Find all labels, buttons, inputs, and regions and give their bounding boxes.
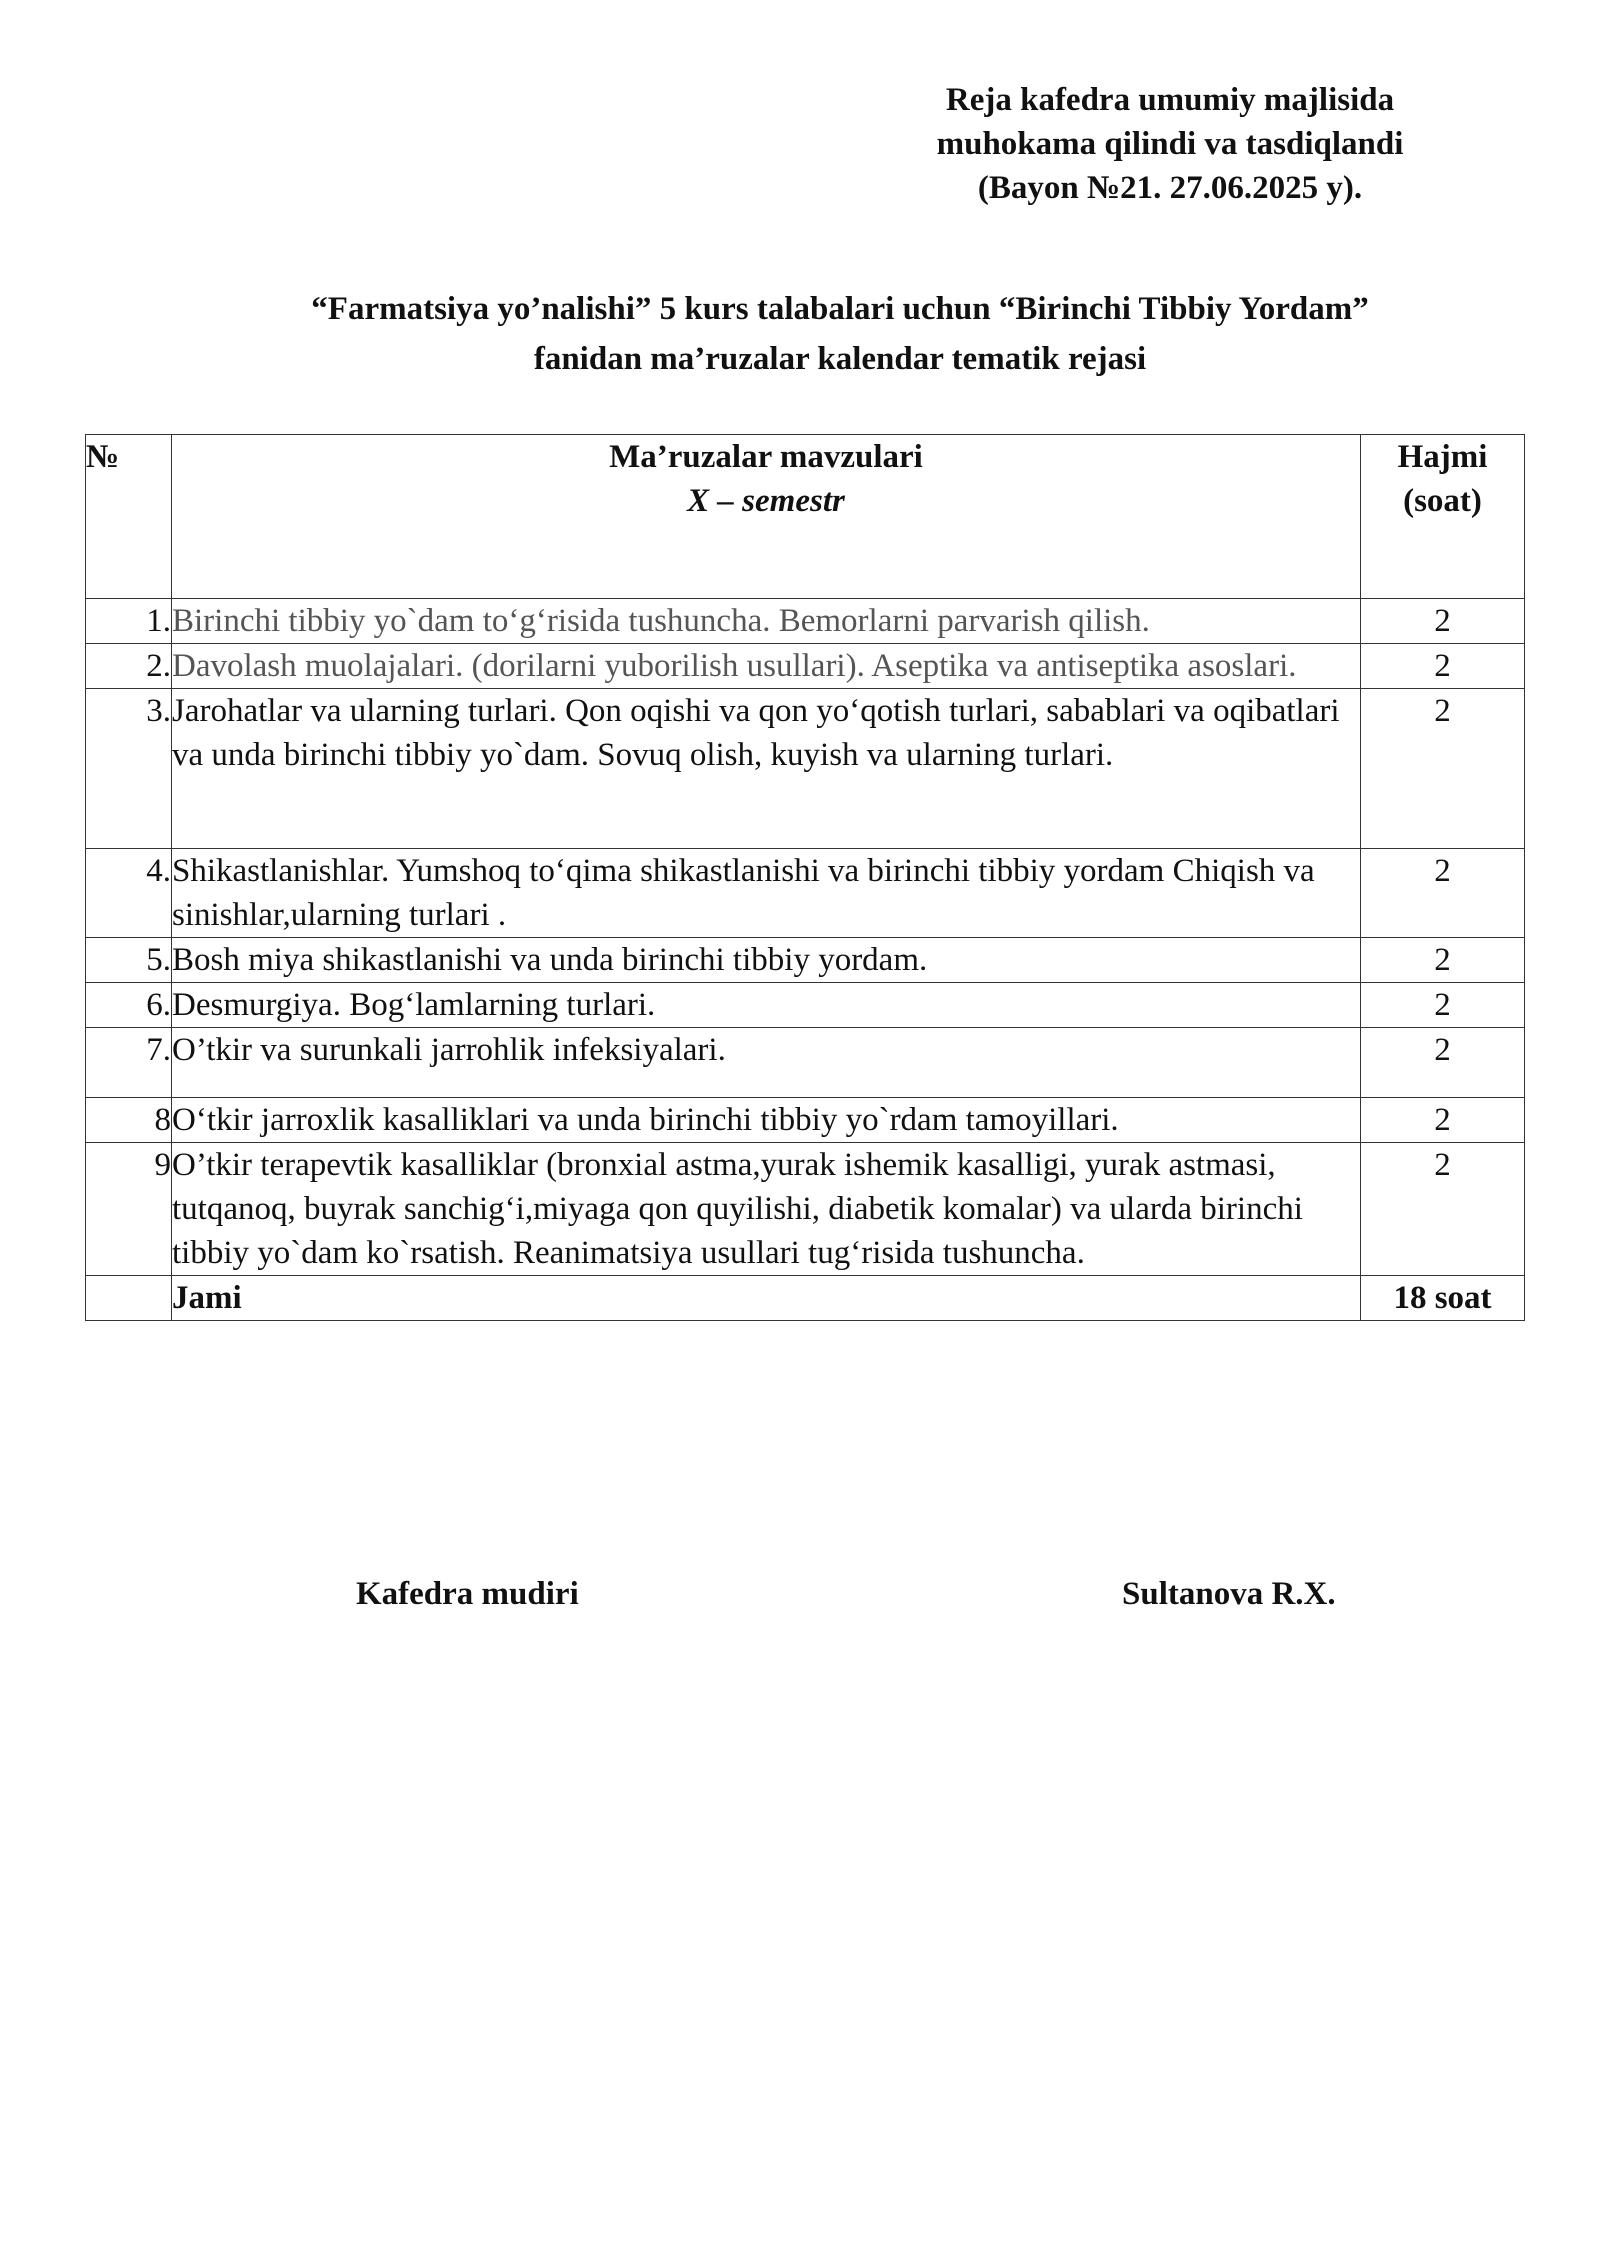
row-number: 5. (86, 938, 172, 983)
table-row (86, 1098, 1525, 1143)
approval-note (860, 78, 1480, 210)
signature-name: Sultanova R.X. (1122, 1576, 1336, 1612)
header-hours-line-2: (soat) (1403, 483, 1482, 519)
title-line-2: fanidan ma’ruzalar kalendar tematik rejasi (533, 341, 1147, 377)
row-number: 7. (86, 1028, 172, 1098)
table-row (86, 983, 1525, 1028)
row-number: 4. (86, 849, 172, 938)
row-number: 9 (86, 1143, 172, 1276)
total-hours: 18 soat (1361, 1276, 1525, 1321)
header-topic (172, 435, 1361, 599)
header-hours-line-1: Hajmi (1397, 439, 1488, 475)
row-topic: Birinchi tibbiy yo`dam to‘g‘risida tushuncha. Bemorlarni parvarish qilish. (172, 599, 1361, 644)
table-row (86, 1028, 1525, 1098)
row-number: 6. (86, 983, 172, 1028)
row-topic: O‘tkir jarroxlik kasalliklari va unda birinchi tibbiy yo`rdam tamoyillari. (172, 1098, 1361, 1143)
row-topic: Desmurgiya. Bog‘lamlarning turlari. (172, 983, 1361, 1028)
row-hours: 2 (1361, 1143, 1525, 1276)
signature-role: Kafedra mudiri (356, 1576, 579, 1612)
approval-line-3: (Bayon №21. 27.06.2025 y). (977, 170, 1363, 206)
table-row (86, 689, 1525, 849)
row-hours: 2 (1361, 849, 1525, 938)
total-label: Jami (172, 1276, 1361, 1321)
table-row (86, 938, 1525, 983)
header-semester: X – semestr (687, 483, 845, 519)
row-number: 1. (86, 599, 172, 644)
header-number: № (86, 435, 172, 599)
row-hours: 2 (1361, 689, 1525, 849)
row-hours: 2 (1361, 983, 1525, 1028)
lecture-plan-table (85, 434, 1525, 1321)
row-hours: 2 (1361, 938, 1525, 983)
row-topic: O’tkir terapevtik kasalliklar (bronxial astma,yurak ishemik kasalligi, yurak astmasi, tutqanoq, buyrak sanchig‘i,miyaga qon quyilishi, diabetik komalar) va ularda birinchi tibbiy yo`dam ko`rsatish. Reanimatsiya usullari tug‘risida tushuncha. (172, 1143, 1361, 1276)
row-hours: 2 (1361, 599, 1525, 644)
row-topic: O’tkir va surunkali jarrohlik infeksiyalari. (172, 1028, 1361, 1098)
approval-line-2: muhokama qilindi va tasdiqlandi (936, 126, 1404, 162)
table-row (86, 1143, 1525, 1276)
total-number-cell (86, 1276, 172, 1321)
title-line-1: “Farmatsiya yo’nalishi” 5 kurs talabalari uchun “Birinchi Tibbiy Yordam” (311, 291, 1369, 327)
row-hours: 2 (1361, 644, 1525, 689)
row-number: 8 (86, 1098, 172, 1143)
row-hours: 2 (1361, 1028, 1525, 1098)
header-hours (1361, 435, 1525, 599)
table-row (86, 849, 1525, 938)
total-row (86, 1276, 1525, 1321)
row-topic: Shikastlanishlar. Yumshoq to‘qima shikastlanishi va birinchi tibbiy yordam Chiqish va sinishlar,ularning turlari . (172, 849, 1361, 938)
approval-line-1: Reja kafedra umumiy majlisida (945, 82, 1395, 118)
table-row (86, 644, 1525, 689)
row-number: 2. (86, 644, 172, 689)
row-topic: Davolash muolajalari. (dorilarni yuborilish usullari). Aseptika va antiseptika asoslari. (172, 644, 1361, 689)
row-topic: Jarohatlar va ularning turlari. Qon oqishi va qon yo‘qotish turlari, sabablari va oqibatlari va unda birinchi tibbiy yo`dam. Sovuq olish, kuyish va ularning turlari. (172, 689, 1361, 849)
row-topic: Bosh miya shikastlanishi va unda birinchi tibbiy yordam. (172, 938, 1361, 983)
table-header-row (86, 435, 1525, 599)
header-topic-label: Ma’ruzalar mavzulari (609, 439, 923, 475)
row-hours: 2 (1361, 1098, 1525, 1143)
document-title (150, 284, 1530, 384)
row-number: 3. (86, 689, 172, 849)
table-row (86, 599, 1525, 644)
